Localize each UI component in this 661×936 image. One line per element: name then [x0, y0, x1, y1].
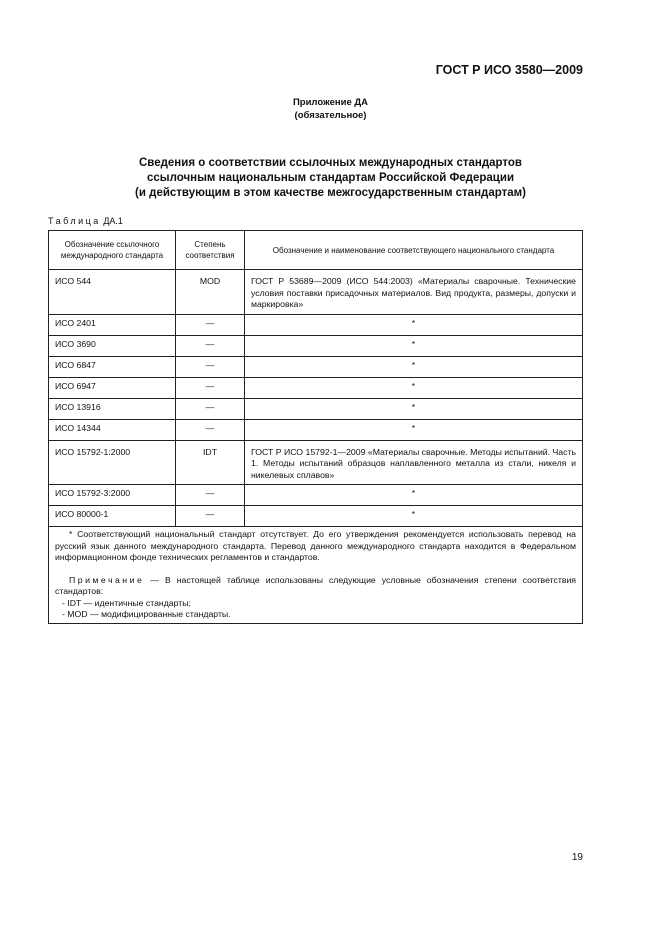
cell-standard: ИСО 6947 [49, 377, 176, 398]
table-row [49, 270, 583, 315]
note-item-mod: - MOD — модифицированные стандарты. [62, 609, 231, 619]
annex-status: (обязательное) [294, 110, 367, 121]
cell-standard: ИСО 2401 [49, 314, 176, 335]
table-row [49, 335, 583, 356]
cell-standard: ИСО 13916 [49, 398, 176, 419]
cell-national: * [245, 335, 583, 356]
cell-degree: IDT [176, 440, 245, 485]
annex-title: Приложение ДА [292, 97, 369, 108]
cell-degree: — [176, 335, 245, 356]
column-header-standard: Обозначение ссылочного международного стандарта [49, 231, 176, 270]
table-row [49, 356, 583, 377]
cell-degree: — [176, 377, 245, 398]
column-header-degree: Степень соответствия [176, 231, 245, 270]
cell-national: ГОСТ Р 53689—2009 (ИСО 544:2003) «Материалы сварочные. Технические условия поставки присадочных материалов. Вид продукта, размеры, допуски и маркировка» [245, 270, 583, 315]
column-header-national: Обозначение и наименование соответствующего национального стандарта [245, 231, 583, 270]
cell-national: * [245, 419, 583, 440]
table-notes-cell [49, 527, 583, 624]
table-footnote: * Соответствующий национальный стандарт отсутствует. До его утверждения рекомендуется использовать перевод на русский язык данного международного стандарта. Перевод данного международного стандарта находится в Федеральном информационном фонде технических регламентов и стандартов. [55, 529, 576, 562]
cell-standard: ИСО 3690 [49, 335, 176, 356]
table-row [49, 506, 583, 527]
page-number: 19 [571, 852, 583, 863]
cell-standard: ИСО 80000-1 [49, 506, 176, 527]
table-row [49, 485, 583, 506]
note-label: Примечание [69, 574, 145, 585]
cell-degree: — [176, 419, 245, 440]
cell-standard: ИСО 14344 [49, 419, 176, 440]
table-notes-row [49, 527, 583, 624]
cell-national: ГОСТ Р ИСО 15792-1—2009 «Материалы сварочные. Методы испытаний. Часть 1. Методы испытаний образцов наплавленного металла из стали, никеля и никелевых сплавов» [245, 440, 583, 485]
note-text: — В настоящей таблице использованы следующие условные обозначения степени соответствия стандартов: [55, 574, 576, 596]
note-item-idt: - IDT — идентичные стандарты; [62, 597, 191, 608]
table-row [49, 377, 583, 398]
document-code: ГОСТ Р ИСО 3580—2009 [435, 63, 583, 77]
cell-national: * [245, 356, 583, 377]
cell-national: * [245, 506, 583, 527]
cell-standard: ИСО 544 [49, 270, 176, 315]
table-row [49, 314, 583, 335]
cell-standard: ИСО 15792-1:2000 [49, 440, 176, 485]
heading-line-2: ссылочным национальным стандартам Российской Федерации [146, 172, 515, 184]
annex-heading [0, 96, 661, 122]
table-header-row [49, 231, 583, 270]
cell-national: * [245, 377, 583, 398]
heading-line-3: (и действующим в этом качестве межгосударственным стандартам) [135, 187, 526, 199]
correspondence-table [48, 230, 583, 624]
cell-degree: — [176, 506, 245, 527]
section-heading [0, 156, 661, 201]
table-caption-number: ДА.1 [103, 216, 123, 226]
cell-degree: — [176, 356, 245, 377]
cell-national: * [245, 314, 583, 335]
table-row [49, 419, 583, 440]
cell-national: * [245, 485, 583, 506]
cell-national: * [245, 398, 583, 419]
cell-degree: — [176, 314, 245, 335]
table-row [49, 440, 583, 485]
cell-standard: ИСО 6847 [49, 356, 176, 377]
heading-line-1: Сведения о соответствии ссылочных международных стандартов [138, 157, 522, 169]
table-caption-word: Таблица [48, 216, 101, 226]
cell-degree: — [176, 485, 245, 506]
cell-standard: ИСО 15792-3:2000 [49, 485, 176, 506]
table-note [55, 575, 576, 598]
table-caption [48, 216, 123, 226]
table-row [49, 398, 583, 419]
cell-degree: — [176, 398, 245, 419]
cell-degree: MOD [176, 270, 245, 315]
